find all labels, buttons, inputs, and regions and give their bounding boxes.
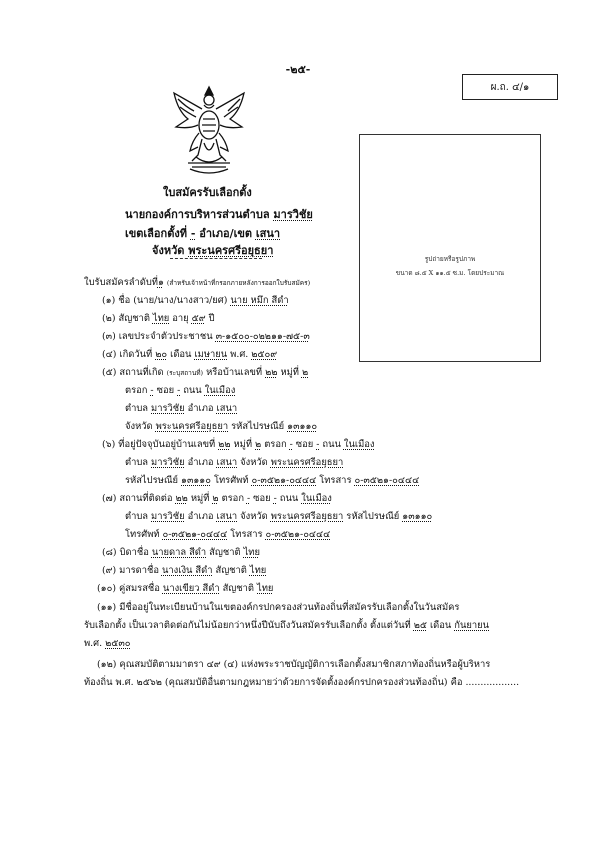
field-household-1: (๑๑) มีชื่ออยู่ในทะเบียนบ้านในเขตองค์กรปกครองส่วนท้องถิ่นที่สมัครรับเลือกตั้งในวันสมัคร bbox=[97, 602, 460, 613]
form-code-box: ผ.ถ. ๔/๑ bbox=[462, 74, 558, 100]
field-name: (๑) ชื่อ (นาย/นาง/นางสาว/ยศ) นาย หมึก สีดำ bbox=[102, 295, 289, 306]
field-contact-address-1: (๗) สถานที่ติดต่อ ๒๒ หมู่ที่ ๒ ตรอก - ซอย - ถนน ในเมือง bbox=[102, 493, 332, 504]
field-father: (๘) บิดาชื่อ นายดาล สีดำ สัญชาติ ไทย bbox=[102, 547, 260, 558]
header-line-3: เขตเลือกตั้งที่ - อำเภอ/เขต เสนา bbox=[125, 227, 281, 240]
field-nationality-age: (๒) สัญชาติ ไทย อายุ ๕๙ ปี bbox=[102, 313, 215, 324]
form-title: ใบสมัครรับเลือกตั้ง bbox=[163, 186, 252, 199]
field-citizen-id: (๓) เลขประจำตัวประชาชน ๓-๑๕๐๐-๐๒๒๑๑-๗๕-๓ bbox=[102, 331, 310, 342]
field-contact-address-3: โทรศัพท์ ๐-๓๕๒๑-๐๔๔๔ โทรสาร ๐-๓๕๒๑-๐๔๔๔ bbox=[125, 529, 331, 540]
header-line-4: จังหวัด พระนครศรีอยุธยา bbox=[152, 244, 274, 257]
field-current-address-3: รหัสไปรษณีย์ ๑๓๑๑๐ โทรศัพท์ ๐-๓๕๒๑-๐๔๔๔ โทรสาร ๐-๓๕๒๑-๐๔๔๔ bbox=[125, 475, 420, 486]
field-spouse: (๑๐) คู่สมรสชื่อ นางเขียว สีดำ สัญชาติ ไทย bbox=[97, 583, 274, 594]
header-line-2: นายกองค์การบริหารส่วนตำบล มารวิชัย bbox=[125, 208, 313, 221]
field-household-3: พ.ศ. ๒๕๓๐ bbox=[84, 638, 131, 649]
field-current-address-1: (๖) ที่อยู่ปัจจุบันอยู่บ้านเลขที่ ๒๒ หมู่ที่ ๒ ตรอก - ซอย - ถนน ในเมือง bbox=[102, 439, 375, 450]
field-current-address-2: ตำบล มารวิชัย อำเภอ เสนา จังหวัด พระนครศรีอยุธยา bbox=[125, 457, 344, 468]
field-qualification-1: (๑๒) คุณสมบัติตามมาตรา ๔๙ (๔) แห่งพระราชบัญญัติการเลือกตั้งสมาชิกสภาท้องถิ่นหรือผู้บริหาร bbox=[97, 659, 491, 670]
field-birthplace-1: (๕) สถานที่เกิด (ระบุสถานที่) หรือบ้านเลขที่ ๒๒ หมู่ที่ ๒ bbox=[102, 367, 309, 378]
field-birthplace-4: จังหวัด พระนครศรีอยุธยา รหัสไปรษณีย์ ๑๓๑๑๐ bbox=[125, 421, 318, 432]
field-birthplace-3: ตำบล มารวิชัย อำเภอ เสนา bbox=[125, 403, 238, 414]
garuda-emblem-icon bbox=[168, 83, 250, 178]
field-birthplace-2: ตรอก - ซอย - ถนน ในเมือง bbox=[125, 385, 236, 396]
field-qualification-2: ท้องถิ่น พ.ศ. ๒๕๖๒ (คุณสมบัติอื่นตามกฎหมายว่าด้วยการจัดตั้งองค์กรปกครองส่วนท้องถิ่น) คือ .................. bbox=[84, 677, 520, 688]
header-tambon: มารวิชัย bbox=[273, 208, 313, 221]
receipt-line: ใบรับสมัครลำดับที่๑ (สำหรับเจ้าหน้าที่กรอกภายหลังการออกใบรับสมัคร) bbox=[84, 277, 311, 288]
field-household-2: รับเลือกตั้ง เป็นเวลาติดต่อกันไม่น้อยกว่าหนึ่งปีนับถึงวันสมัครรับเลือกตั้ง ตั้งแต่วันที่ ๒๕ เดือน กันยายน bbox=[84, 620, 490, 631]
photo-placeholder-box bbox=[359, 134, 541, 362]
field-contact-address-2: ตำบล มารวิชัย อำเภอ เสนา จังหวัด พระนครศรีอยุธยา รหัสไปรษณีย์ ๑๓๑๑๐ bbox=[125, 511, 433, 522]
photo-size-label: ขนาด ๘.๕ X ๑๑.๕ ซ.ม. โดยประมาณ bbox=[395, 269, 505, 277]
header-divider bbox=[170, 258, 262, 259]
page-number: -๒๕- bbox=[285, 63, 311, 76]
field-mother: (๙) มารดาชื่อ นางเงิน สีดำ สัญชาติ ไทย bbox=[102, 565, 267, 576]
photo-label: รูปถ่ายหรือรูปภาพ bbox=[424, 255, 476, 263]
field-birth-date: (๔) เกิดวันที่ ๒๐ เดือน เมษายน พ.ศ. ๒๕๐๙ bbox=[102, 349, 278, 360]
